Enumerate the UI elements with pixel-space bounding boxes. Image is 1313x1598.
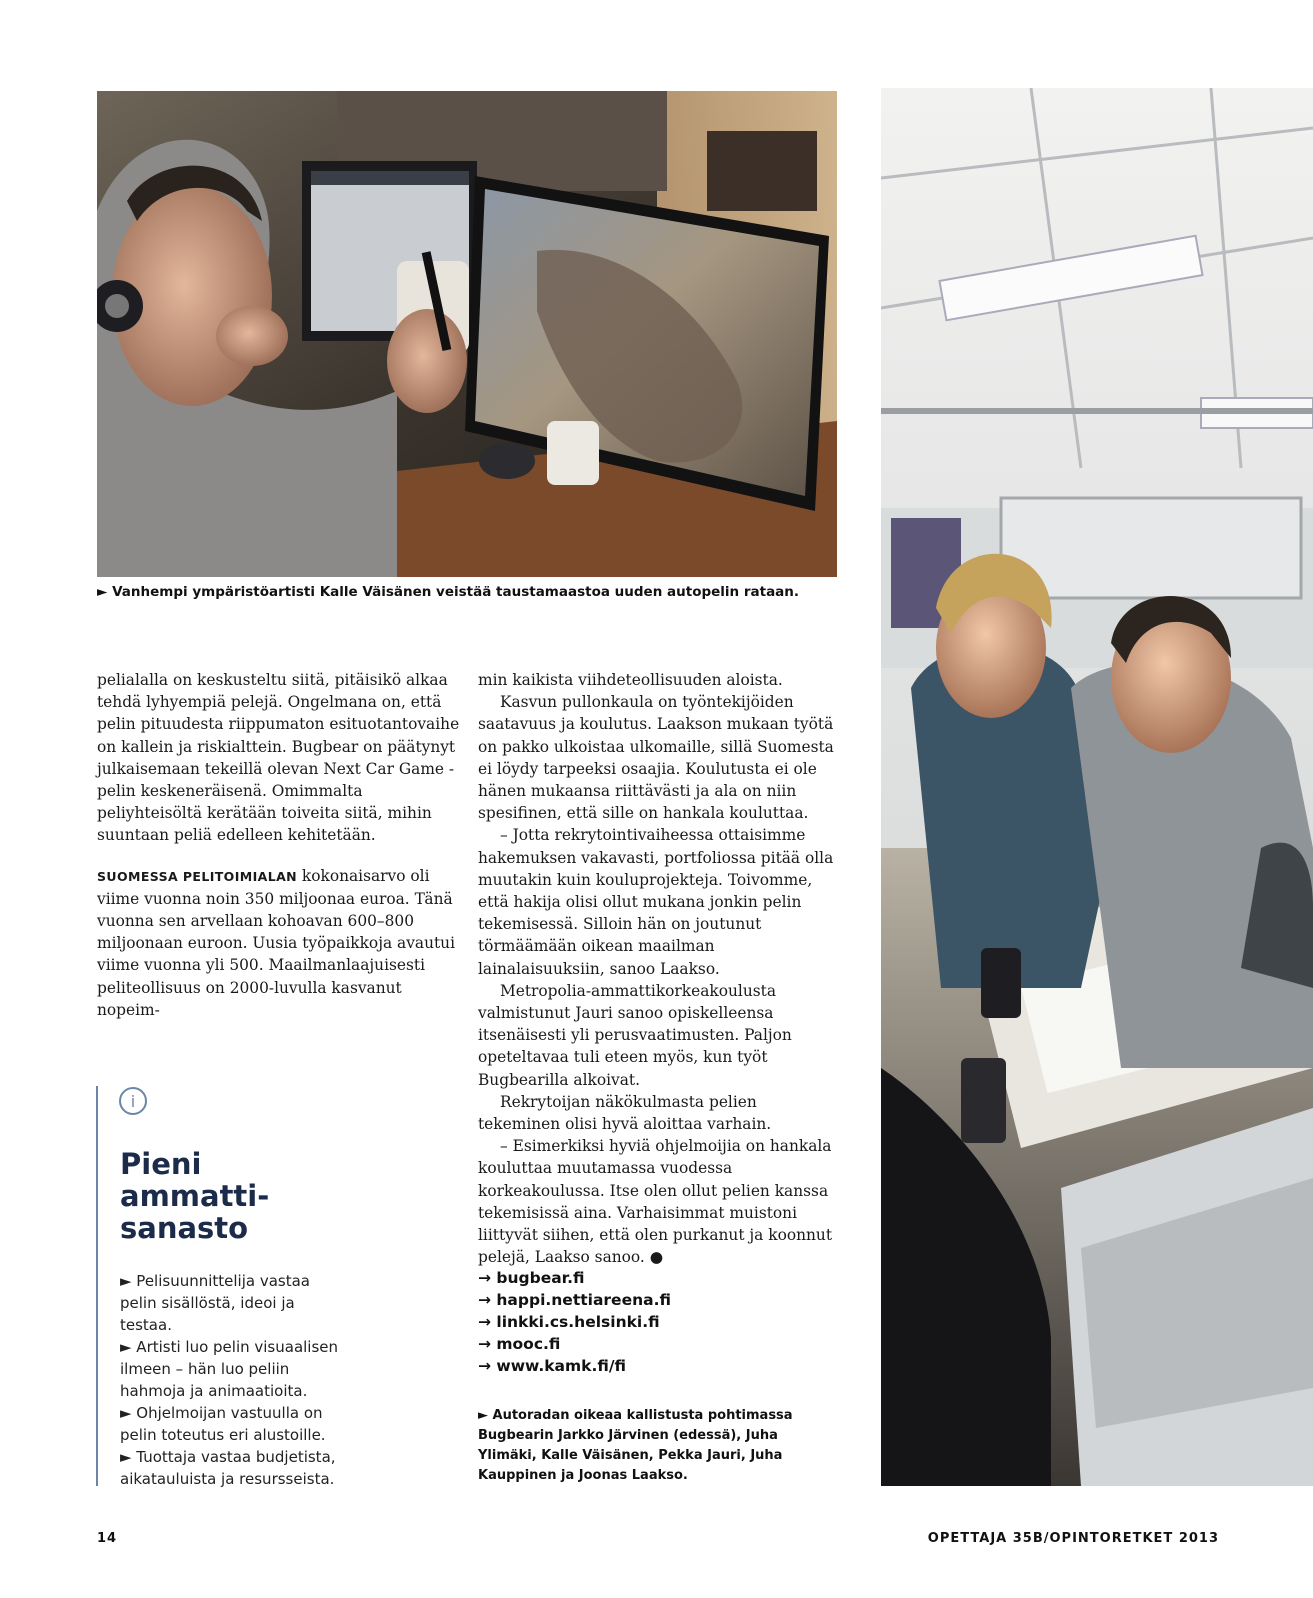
right-photo xyxy=(881,88,1313,1486)
publication-name: OPETTAJA 35B/OPINTORETKET 2013 xyxy=(927,1531,1219,1546)
bottom-photo-caption: ► Autoradan oikeaa kallistusta pohtimassa Bugbearin Jarkko Järvinen (edessä), Juha Ylimäki, Kalle Väisänen, Pekka Jauri, Juha Kauppinen ja Joonas Laakso. xyxy=(478,1408,793,1483)
link-bugbear[interactable]: → bugbear.fi xyxy=(478,1269,585,1287)
info-list-item: ► Pelisuunnittelija vastaa pelin sisällöstä, ideoi ja testaa. xyxy=(120,1272,310,1334)
info-icon-glyph: i xyxy=(130,1092,136,1111)
column-2 xyxy=(478,669,841,1268)
info-title-line: sanasto xyxy=(120,1211,249,1245)
link-list xyxy=(478,1267,778,1377)
info-list-item: ► Ohjelmoijan vastuulla on pelin toteutus eri alustoille. xyxy=(120,1404,326,1444)
link-mooc[interactable]: → mooc.fi xyxy=(478,1335,561,1353)
top-photo-caption: ► Vanhempi ympäristöartisti Kalle Väisänen veistää taustamaastoa uuden autopelin rataan. xyxy=(97,584,800,600)
column-2-paragraph: Metropolia-ammattikorkeakoulusta valmistunut Jauri sanoo opiskelleensa itsenäisesti yli perusvaatimusten. Paljon opeteltavaa tuli eteen myös, kun työt Bugbearilla alkoivat. xyxy=(478,981,792,1089)
top-photo xyxy=(97,91,837,577)
info-title-line: Pieni xyxy=(120,1147,202,1181)
column-2-paragraph: min kaikista viihdeteollisuuden aloista. xyxy=(478,671,783,689)
info-title-line: ammatti- xyxy=(120,1179,270,1213)
column-1-paragraph: pelialalla on keskusteltu siitä, pitäisikö alkaa tehdä lyhyempiä pelejä. Ongelmana on, että pelin pituudesta riippumaton esituotantovaihe on kallein ja riskialttein. Bugbear on päätynyt julkaisemaan tekeillä olevan Next Car Game -pelin keskeneräisenä. Omimmalta peliyhteisöltä kerätään toiveita siitä, mihin suuntaan peliä edelleen kehitetään. xyxy=(97,671,460,845)
link-happi[interactable]: → happi.nettiareena.fi xyxy=(478,1291,671,1309)
info-box-list xyxy=(120,1270,350,1490)
page-number: 14 xyxy=(97,1531,118,1546)
column-2-paragraph: – Jotta rekrytointivaiheessa ottaisimme hakemuksen vakavasti, portfoliossa pitää olla muutakin kuin kouluprojekteja. Toivomme, että hakija olisi ollut mukana jonkin pelin tekemisessä. Silloin hän on joutunut törmäämään oikean maailman lainalaisuuksiin, sanoo Laakso. xyxy=(478,826,834,978)
column-2-paragraph: Kasvun pullonkaula on työntekijöiden saatavuus ja koulutus. Laakson mukaan työtä on pakko ulkoistaa ulkomaille, sillä Suomesta ei löydy tarpeeksi osaajia. Koulutusta ei ole hänen mukaansa riittävästi ja ala on niin spesifinen, että sille on hankala kouluttaa. xyxy=(478,693,834,823)
link-kamk[interactable]: → www.kamk.fi/fi xyxy=(478,1357,626,1375)
info-list-item: ► Artisti luo pelin visuaalisen ilmeen – hän luo peliin hahmoja ja animaatioita. xyxy=(120,1338,339,1400)
column-1 xyxy=(97,669,462,1021)
info-list-item: ► Tuottaja vastaa budjetista, aikatauluista ja resursseista. xyxy=(120,1448,336,1488)
column-2-paragraph: – Esimerkiksi hyviä ohjelmoijia on hankala kouluttaa muutamassa vuodessa korkeakoulussa. Itse olen ollut pelien kanssa tekemisissä aina. Varhaisimmat muistoni liittyvät siihen, että olen purkanut ja koonnut pelejä, Laakso sanoo. ● xyxy=(478,1137,833,1267)
right-photo-art xyxy=(881,88,1313,1486)
info-box-title xyxy=(120,1148,350,1244)
info-icon xyxy=(118,1086,148,1116)
column-2-paragraph: Rekrytoijan näkökulmasta pelien tekeminen olisi hyvä aloittaa varhain. xyxy=(478,1092,772,1134)
lead-in: SUOMESSA PELITOIMIALAN xyxy=(97,868,298,884)
link-linkki[interactable]: → linkki.cs.helsinki.fi xyxy=(478,1313,660,1331)
column-1-paragraph-2 xyxy=(97,865,462,1021)
info-box xyxy=(96,1086,358,1486)
column-1-paragraph-2-text: kokonaisarvo oli viime vuonna noin 350 miljoonaa euroa. Tänä vuonna sen arvellaan kohoavan 600–800 miljoonaan euroon. Uusia työpaikkoja avautui viime vuonna yli 500. Maailmanlaajuisesti peliteollisuus on 2000-luvulla kasvanut nopeim- xyxy=(97,866,456,1019)
top-photo-art xyxy=(97,91,837,577)
